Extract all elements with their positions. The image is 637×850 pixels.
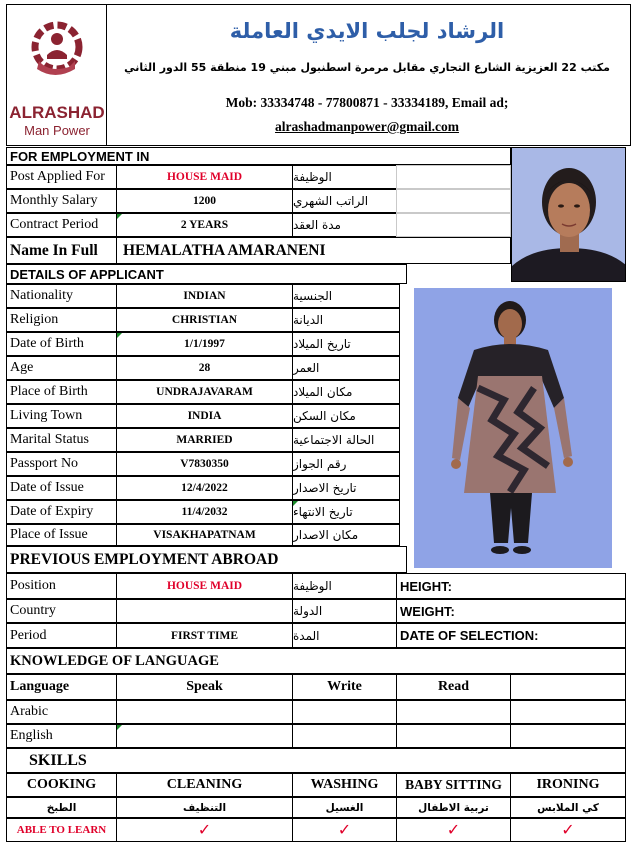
previous-position-value: HOUSE MAID [116,573,293,599]
language-row: Arabic [6,700,117,724]
post-value: HOUSE MAID [116,165,293,189]
read-col-header: Read [396,674,511,700]
row-label: Date of Issue [6,476,117,500]
logo-brand: ALRASHAD [9,103,105,122]
row-label-ar: مكان الاصدار [292,524,400,546]
empty-cell [396,724,511,748]
passport-value: V7830350 [116,452,293,476]
empty-cell [396,700,511,724]
row-label: Period [6,623,117,648]
full-body-photo [414,288,612,568]
skill-cleaning: CLEANING [116,773,293,797]
salary-value: 1200 [116,189,293,213]
empty-cell [292,700,397,724]
row-label: Country [6,599,117,623]
cooking-status: ABLE TO LEARN [6,818,117,842]
language-heading: KNOWLEDGE OF LANGUAGE [6,648,626,674]
row-label: Date of Birth [6,332,117,356]
person-full-icon [414,288,612,568]
skill-washing-ar: الغسيل [292,797,397,818]
row-label-ar: الحالة الاجتماعية [292,428,400,452]
skill-cooking-ar: الطبخ [6,797,117,818]
skill-ironing: IRONING [510,773,626,797]
speak-col-header: Speak [116,674,293,700]
row-label-ar: الدولة [292,599,397,623]
selection-date-label: DATE OF SELECTION: [396,623,626,648]
height-label: HEIGHT: [396,573,626,599]
row-label: Post Applied For [6,165,117,189]
row-label: Monthly Salary [6,189,117,213]
row-label: Passport No [6,452,117,476]
check-icon: ✓ [510,818,626,842]
row-label: Living Town [6,404,117,428]
check-icon: ✓ [116,818,293,842]
header [6,4,631,146]
name-label: Name In Full [6,237,117,264]
issue-date-value: 12/4/2022 [116,476,293,500]
row-label: Contract Period [6,213,117,237]
nationality-value: INDIAN [116,284,293,308]
row-label: Age [6,356,117,380]
row-label-ar: الجنسية [292,284,400,308]
empty-cell [292,724,397,748]
row-label: Position [6,573,117,599]
skill-cooking: COOKING [6,773,117,797]
row-label: Nationality [6,284,117,308]
company-title: الرشاد لجلب الايدي العاملة [229,19,505,43]
previous-period-value: FIRST TIME [116,623,293,648]
row-label-ar: العمر [292,356,400,380]
weight-label: WEIGHT: [396,599,626,623]
contract-value: 2 YEARS [116,213,293,237]
company-address: مكتب 22 العزيزية الشارع التجاري مقابل مرمرة اسطنبول مبني 19 منطقة 55 الدور الثاني [124,61,610,74]
skill-washing: WASHING [292,773,397,797]
skill-ironing-ar: كي الملابس [510,797,626,818]
empty-cell [510,674,626,700]
empty-cell [396,165,511,189]
marital-value: MARRIED [116,428,293,452]
company-email [107,119,627,135]
empty-cell [510,700,626,724]
logo-sub: Man Power [24,123,90,138]
previous-heading: PREVIOUS EMPLOYMENT ABROAD [6,546,407,573]
previous-country-value [116,599,293,623]
religion-value: CHRISTIAN [116,308,293,332]
check-icon: ✓ [396,818,511,842]
employment-heading: FOR EMPLOYMENT IN [6,147,511,165]
language-col-header: Language [6,674,117,700]
skill-cleaning-ar: التنظيف [116,797,293,818]
empty-cell [396,189,511,213]
skills-heading: SKILLS [6,748,626,773]
row-label-ar: مكان الميلاد [292,380,400,404]
row-label: Place of Birth [6,380,117,404]
row-label-ar: الوظيفة [292,573,397,599]
row-label-ar: الوظيفة [292,165,397,189]
email-link[interactable]: alrashadmanpower@gmail.com [275,119,459,134]
company-logo [7,5,107,145]
cell-marker [293,501,298,506]
row-label-ar: تاريخ الميلاد [292,332,400,356]
skill-baby-sitting: BABY SITTING [396,773,511,797]
write-col-header: Write [292,674,397,700]
birthplace-value: UNDRAJAVARAM [116,380,293,404]
company-mobile: Mob: 33334748 - 77800871 - 33334189, Email ad; [225,95,509,110]
row-label-ar: تاريخ الاصدار [292,476,400,500]
row-label-ar: الراتب الشهري [292,189,397,213]
empty-cell [510,724,626,748]
living-town-value: INDIA [116,404,293,428]
issue-place-value: VISAKHAPATNAM [116,524,293,546]
language-row: English [6,724,117,748]
row-label: Place of Issue [6,524,117,546]
cell-marker [117,725,122,730]
applicant-heading: DETAILS OF APPLICANT [6,264,407,284]
dob-value: 1/1/1997 [116,332,293,356]
empty-cell [116,724,293,748]
empty-cell [396,213,511,237]
row-label-ar: الديانة [292,308,400,332]
row-label-ar: رقم الجواز [292,452,400,476]
row-label: Marital Status [6,428,117,452]
row-label-ar: مدة العقد [292,213,397,237]
cell-marker [117,214,122,219]
empty-cell [116,700,293,724]
expiry-date-value: 11/4/2032 [116,500,293,524]
row-label-ar: مكان السكن [292,404,400,428]
check-icon: ✓ [292,818,397,842]
row-label: Date of Expiry [6,500,117,524]
skill-baby-sitting-ar: تربية الاطفال [396,797,511,818]
gear-person-icon [25,15,89,83]
row-label: Religion [6,308,117,332]
age-value: 28 [116,356,293,380]
name-value: HEMALATHA AMARANENI [116,237,511,264]
person-portrait-icon [512,148,626,282]
passport-photo [511,147,626,282]
row-label-ar: تاريخ الانتهاء [292,500,400,524]
row-label-ar: المدة [292,623,397,648]
cell-marker [117,333,122,338]
